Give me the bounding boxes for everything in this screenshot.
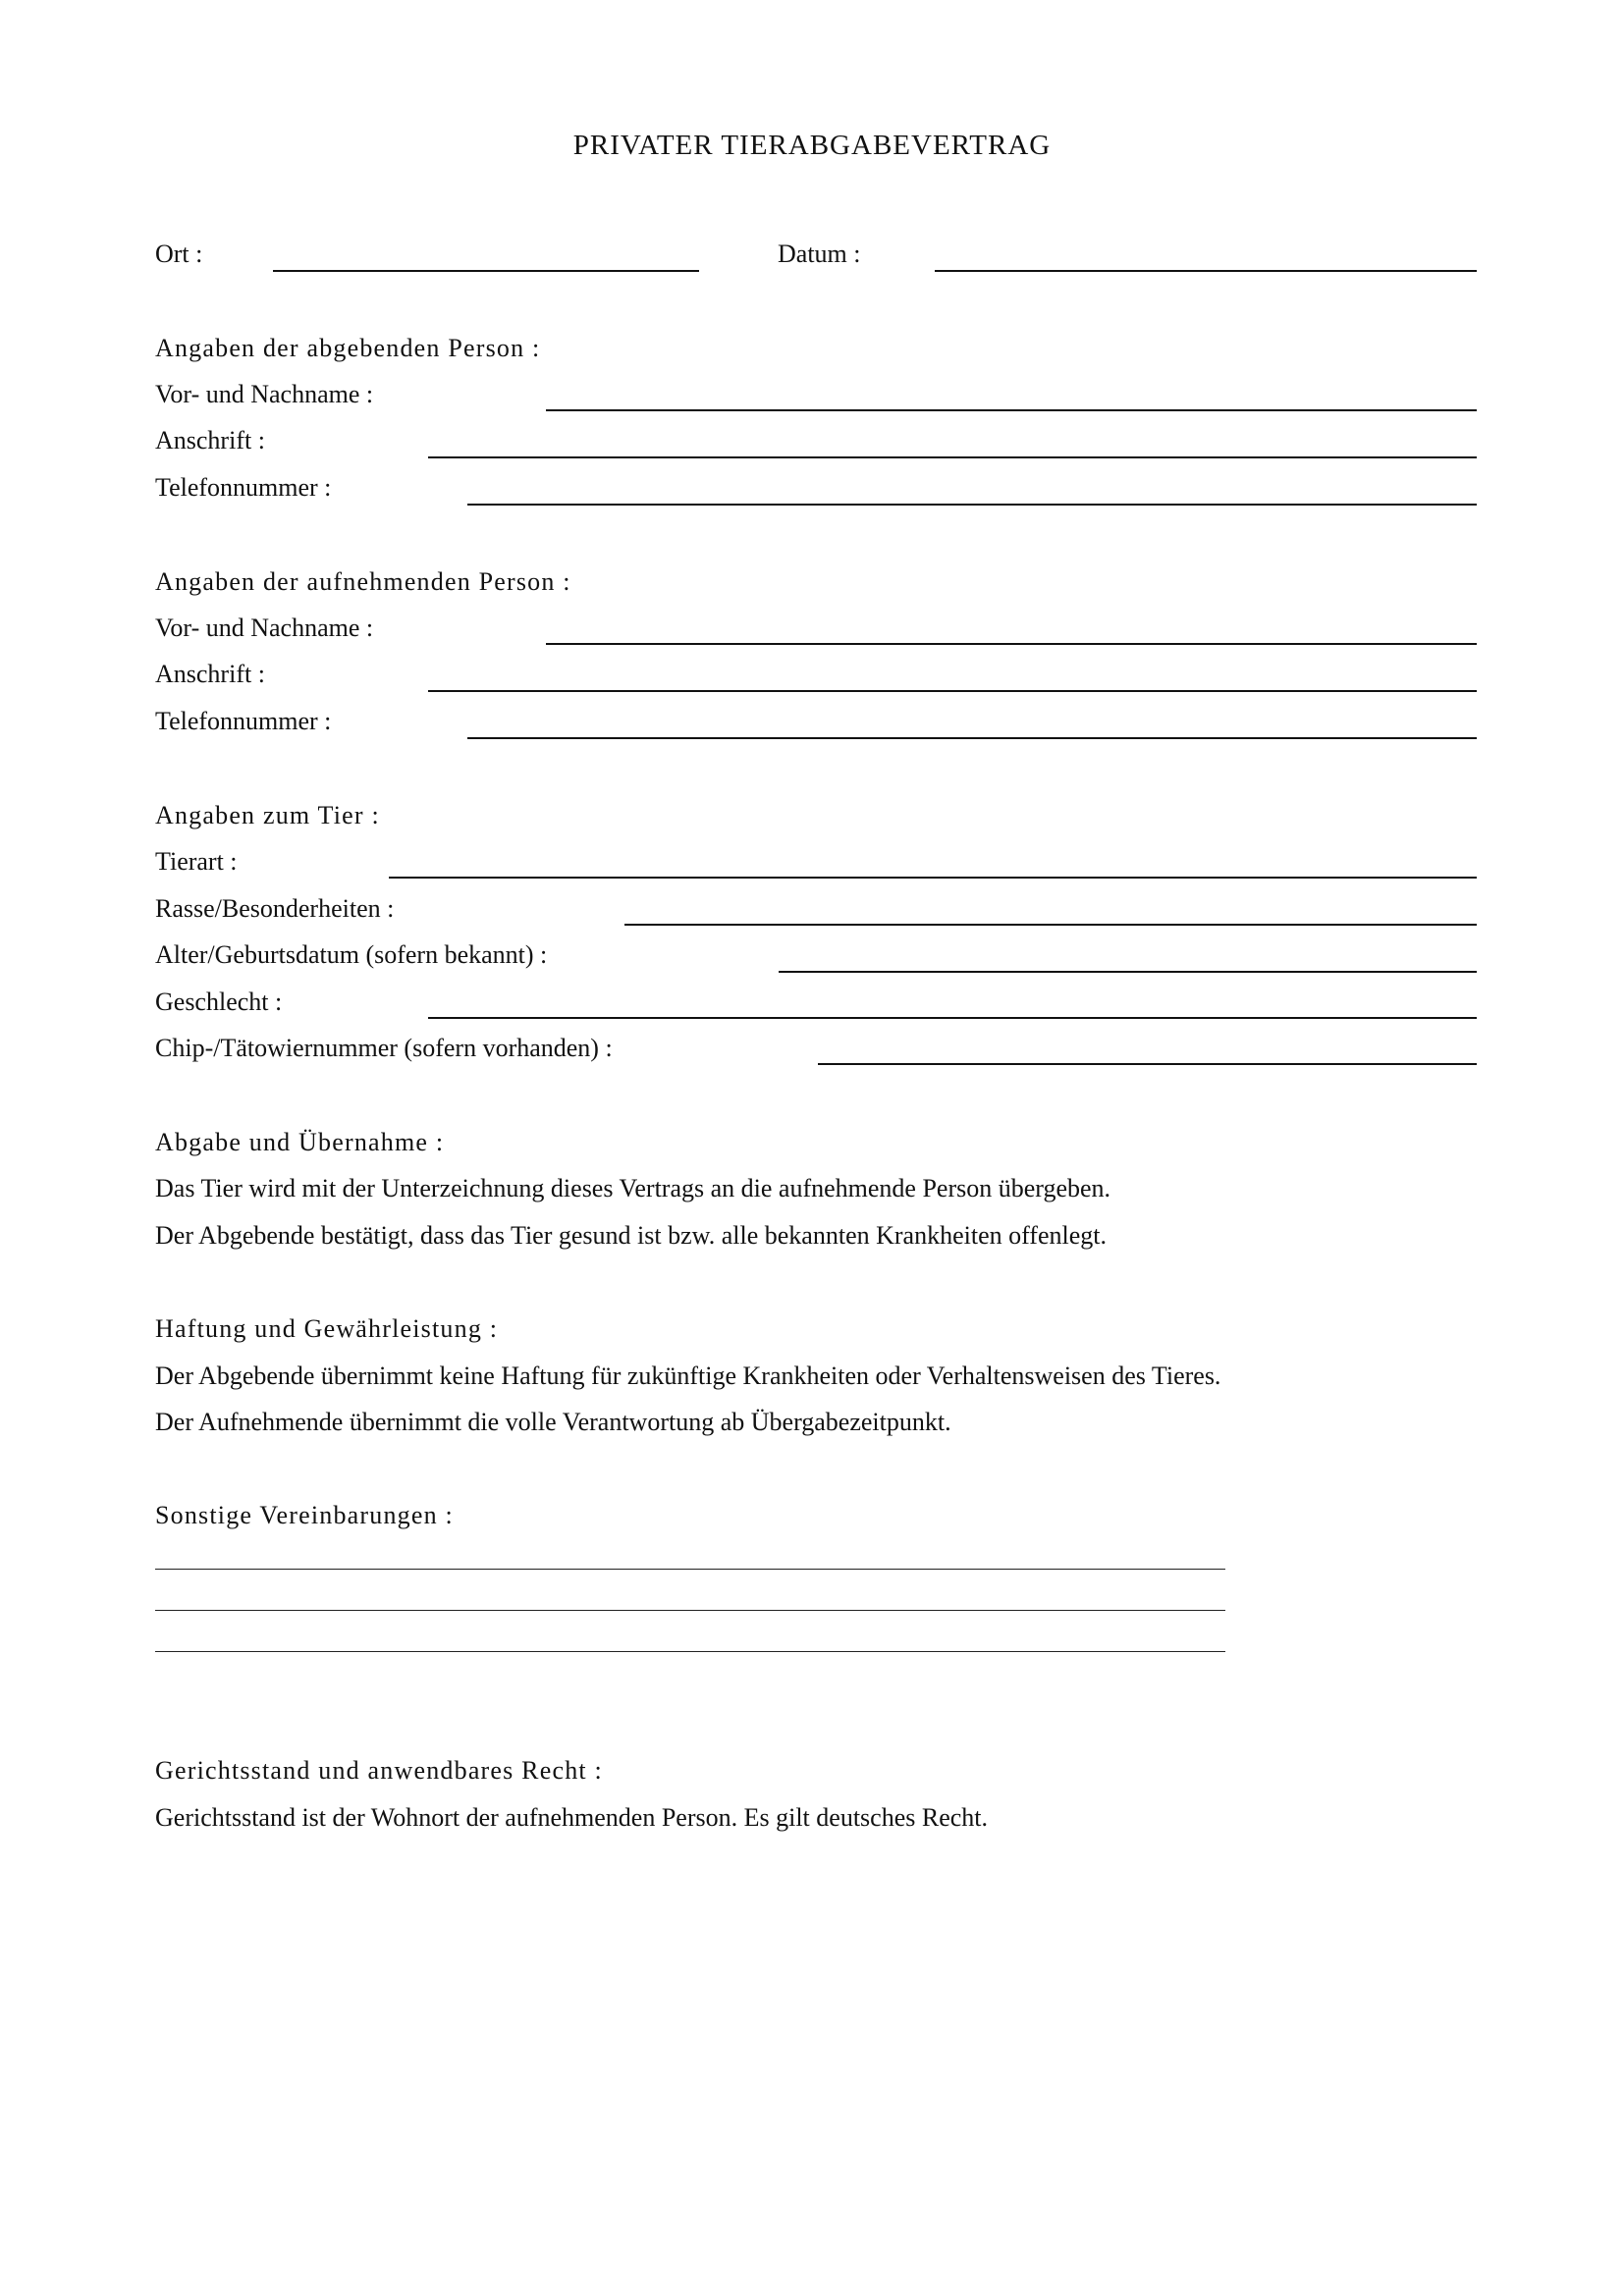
ort-field-line[interactable]: [273, 270, 699, 272]
giver-heading: Angaben der abgebenden Person :: [155, 334, 541, 362]
liability-heading: Haftung und Gewährleistung :: [155, 1314, 499, 1343]
ort-label: Ort :: [155, 240, 203, 268]
other-agreements-heading: Sonstige Vereinbarungen :: [155, 1501, 454, 1529]
animal-heading: Angaben zum Tier :: [155, 801, 380, 829]
giver-address-label: Anschrift :: [155, 426, 265, 454]
animal-chip-label: Chip-/Tätowiernummer (sofern vorhanden) :: [155, 1034, 613, 1062]
other-agreements-line-1[interactable]: [155, 1569, 1225, 1570]
giver-phone-label: Telefonnummer :: [155, 473, 332, 502]
document-title: PRIVATER TIERABGABEVERTRAG: [572, 130, 1052, 161]
liability-text-line-1: Der Abgebende übernimmt keine Haftung für zukünftige Krankheiten oder Verhaltensweisen des Tieres.: [155, 1362, 1221, 1390]
giver-name-label: Vor- und Nachname :: [155, 380, 374, 408]
handover-text-line-1: Das Tier wird mit der Unterzeichnung dieses Vertrags an die aufnehmende Person übergeben.: [155, 1174, 1111, 1202]
datum-label: Datum :: [778, 240, 861, 268]
animal-sex-label: Geschlecht :: [155, 988, 283, 1016]
other-agreements-line-2[interactable]: [155, 1610, 1225, 1611]
animal-age-label: Alter/Geburtsdatum (sofern bekannt) :: [155, 940, 548, 969]
receiver-name-field-line[interactable]: [546, 643, 1477, 645]
receiver-address-label: Anschrift :: [155, 660, 265, 688]
giver-address-field-line[interactable]: [428, 456, 1477, 458]
giver-phone-field-line[interactable]: [467, 504, 1477, 506]
other-agreements-line-3[interactable]: [155, 1651, 1225, 1652]
animal-species-label: Tierart :: [155, 847, 238, 876]
animal-sex-field-line[interactable]: [428, 1017, 1477, 1019]
receiver-address-field-line[interactable]: [428, 690, 1477, 692]
animal-age-field-line[interactable]: [779, 971, 1477, 973]
receiver-phone-label: Telefonnummer :: [155, 707, 332, 735]
receiver-heading: Angaben der aufnehmenden Person :: [155, 567, 571, 596]
jurisdiction-text-line-1: Gerichtsstand ist der Wohnort der aufnehmenden Person. Es gilt deutsches Recht.: [155, 1803, 989, 1832]
animal-chip-field-line[interactable]: [818, 1063, 1477, 1065]
handover-text-line-2: Der Abgebende bestätigt, dass das Tier gesund ist bzw. alle bekannten Krankheiten offenlegt.: [155, 1221, 1107, 1250]
datum-field-line[interactable]: [935, 270, 1477, 272]
animal-species-field-line[interactable]: [389, 877, 1477, 879]
animal-breed-field-line[interactable]: [624, 924, 1477, 926]
liability-text-line-2: Der Aufnehmende übernimmt die volle Verantwortung ab Übergabezeitpunkt.: [155, 1408, 951, 1436]
handover-heading: Abgabe und Übernahme :: [155, 1128, 445, 1156]
animal-breed-label: Rasse/Besonderheiten :: [155, 894, 395, 923]
receiver-name-label: Vor- und Nachname :: [155, 614, 374, 642]
jurisdiction-heading: Gerichtsstand und anwendbares Recht :: [155, 1756, 603, 1785]
giver-name-field-line[interactable]: [546, 409, 1477, 411]
receiver-phone-field-line[interactable]: [467, 737, 1477, 739]
